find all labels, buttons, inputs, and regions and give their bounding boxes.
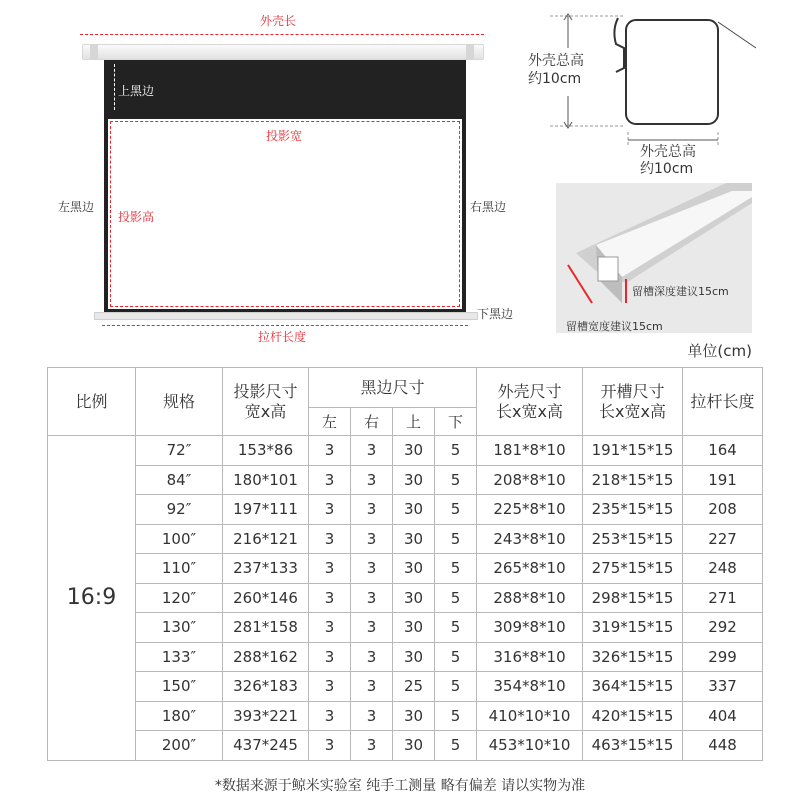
- left-black-label: 左黑边: [58, 200, 95, 214]
- cell-groove: 275*15*15: [583, 554, 683, 584]
- header-projection-size-unit: 宽x高: [244, 401, 287, 421]
- cell-black-bottom: 5: [435, 642, 477, 672]
- groove-depth-label: 留槽深度建议15cm: [632, 285, 729, 298]
- pull-length-label: 拉杆长度: [258, 330, 307, 344]
- cell-groove: 326*15*15: [583, 642, 683, 672]
- cell-black-top: 30: [393, 701, 435, 731]
- cell-black-left: 3: [309, 436, 351, 466]
- pull-length-dimension-line: [102, 325, 468, 326]
- cell-groove: 253*15*15: [583, 524, 683, 554]
- cell-black-top: 30: [393, 436, 435, 466]
- cell-black-bottom: 5: [435, 613, 477, 643]
- cell-black-top: 30: [393, 524, 435, 554]
- projection-area-outline: [110, 121, 460, 307]
- cell-size: 72″: [136, 436, 223, 466]
- cell-outer: 225*8*10: [477, 495, 583, 525]
- cell-black-left: 3: [309, 613, 351, 643]
- header-groove-size-unit: 长x宽x高: [599, 401, 666, 421]
- cell-size: 92″: [136, 495, 223, 525]
- pull-bar: [94, 312, 478, 320]
- cell-black-bottom: 5: [435, 465, 477, 495]
- unit-label: 单位(cm): [687, 342, 752, 360]
- cell-groove: 218*15*15: [583, 465, 683, 495]
- cell-black-left: 3: [309, 583, 351, 613]
- table-row: [48, 672, 763, 702]
- cell-groove: 235*15*15: [583, 495, 683, 525]
- cell-projection: 153*86: [223, 436, 309, 466]
- cell-black-bottom: 5: [435, 554, 477, 584]
- header-outer-size: [477, 368, 583, 436]
- case-height-line2: 约10cm: [528, 71, 582, 87]
- cell-pull: 292: [683, 613, 763, 643]
- header-projection-size: [223, 368, 309, 436]
- cell-outer: 309*8*10: [477, 613, 583, 643]
- cell-black-right: 3: [351, 672, 393, 702]
- cell-black-top: 30: [393, 731, 435, 761]
- cell-black-bottom: 5: [435, 731, 477, 761]
- cell-black-left: 3: [309, 701, 351, 731]
- table-row: [48, 583, 763, 613]
- cell-black-top: 30: [393, 554, 435, 584]
- case-depth-line2: 约10cm: [640, 161, 694, 177]
- table-row: [48, 524, 763, 554]
- cell-black-left: 3: [309, 465, 351, 495]
- header-outer-size-unit: 长x宽x高: [496, 401, 563, 421]
- case-end-cap-left: [90, 44, 98, 60]
- case-end-cap-right: [466, 44, 474, 60]
- cell-black-top: 30: [393, 495, 435, 525]
- cell-outer: 243*8*10: [477, 524, 583, 554]
- cell-black-bottom: 5: [435, 672, 477, 702]
- cell-black-bottom: 5: [435, 583, 477, 613]
- header-black-bottom: 下: [435, 408, 477, 436]
- cell-black-left: 3: [309, 554, 351, 584]
- cell-size: 180″: [136, 701, 223, 731]
- cell-size: 200″: [136, 731, 223, 761]
- spec-table: [47, 367, 763, 761]
- cell-size: 133″: [136, 642, 223, 672]
- cell-outer: 453*10*10: [477, 731, 583, 761]
- cell-outer: 410*10*10: [477, 701, 583, 731]
- cell-projection: 180*101: [223, 465, 309, 495]
- footnote: *数据来源于鲸米实验室 纯手工测量 略有偏差 请以实物为准: [214, 778, 586, 794]
- cell-outer: 354*8*10: [477, 672, 583, 702]
- cell-groove: 298*15*15: [583, 583, 683, 613]
- cell-black-right: 3: [351, 436, 393, 466]
- cell-size: 120″: [136, 583, 223, 613]
- header-size: 规格: [136, 368, 223, 436]
- cell-projection: 326*183: [223, 672, 309, 702]
- cell-black-bottom: 5: [435, 701, 477, 731]
- header-projection-size-title: 投影尺寸: [233, 381, 298, 401]
- cell-groove: 463*15*15: [583, 731, 683, 761]
- screen-case-tube: [82, 44, 484, 60]
- cell-pull: 164: [683, 436, 763, 466]
- header-black-top: 上: [393, 408, 435, 436]
- table-row: [48, 701, 763, 731]
- groove-width-label: 留槽宽度建议15cm: [566, 320, 663, 333]
- header-black-left: 左: [309, 408, 351, 436]
- cell-black-right: 3: [351, 554, 393, 584]
- top-black-label: 上黑边: [118, 84, 155, 98]
- table-row: [48, 642, 763, 672]
- cell-size: 100″: [136, 524, 223, 554]
- cell-outer: 316*8*10: [477, 642, 583, 672]
- groove-illustration: [556, 183, 752, 333]
- cell-size: 150″: [136, 672, 223, 702]
- cell-pull: 404: [683, 701, 763, 731]
- table-row: [48, 436, 763, 466]
- table-row: [48, 495, 763, 525]
- cell-black-right: 3: [351, 731, 393, 761]
- header-pull-length: 拉杆长度: [683, 368, 763, 436]
- cell-black-left: 3: [309, 524, 351, 554]
- table-row: [48, 554, 763, 584]
- cell-outer: 265*8*10: [477, 554, 583, 584]
- projection-width-label: 投影宽: [266, 129, 303, 143]
- cell-black-right: 3: [351, 495, 393, 525]
- header-outer-size-title: 外壳尺寸: [497, 381, 562, 401]
- top-black-marker: [114, 64, 115, 110]
- cell-groove: 191*15*15: [583, 436, 683, 466]
- table-row: [48, 465, 763, 495]
- cell-pull: 227: [683, 524, 763, 554]
- case-height-line1: 外壳总高: [528, 53, 584, 69]
- cell-projection: 288*162: [223, 642, 309, 672]
- cell-black-top: 30: [393, 613, 435, 643]
- cell-black-left: 3: [309, 672, 351, 702]
- cell-projection: 237*133: [223, 554, 309, 584]
- cell-black-right: 3: [351, 642, 393, 672]
- header-groove-size-title: 开槽尺寸: [600, 381, 665, 401]
- cell-black-top: 30: [393, 583, 435, 613]
- cell-black-right: 3: [351, 613, 393, 643]
- case-height-label: [528, 52, 584, 88]
- cell-black-top: 30: [393, 642, 435, 672]
- cell-black-right: 3: [351, 465, 393, 495]
- projection-height-label: 投影高: [118, 210, 155, 224]
- outer-length-label: 外壳长: [260, 14, 297, 28]
- header-black-border: 黑边尺寸: [309, 368, 477, 408]
- cell-black-bottom: 5: [435, 524, 477, 554]
- cell-black-right: 3: [351, 701, 393, 731]
- case-depth-label: [640, 144, 696, 178]
- cell-outer: 288*8*10: [477, 583, 583, 613]
- cell-projection: 197*111: [223, 495, 309, 525]
- cell-projection: 281*158: [223, 613, 309, 643]
- cell-outer: 208*8*10: [477, 465, 583, 495]
- cell-black-right: 3: [351, 583, 393, 613]
- table-row: [48, 613, 763, 643]
- cell-outer: 181*8*10: [477, 436, 583, 466]
- cell-black-top: 30: [393, 465, 435, 495]
- bottom-black-label: 下黑边: [477, 307, 514, 321]
- case-depth-line1: 外壳总高: [640, 144, 696, 160]
- header-ratio: 比例: [48, 368, 136, 436]
- cell-projection: 260*146: [223, 583, 309, 613]
- cell-size: 110″: [136, 554, 223, 584]
- right-black-label: 右黑边: [470, 200, 507, 214]
- header-groove-size: [583, 368, 683, 436]
- cell-groove: 420*15*15: [583, 701, 683, 731]
- cell-black-top: 25: [393, 672, 435, 702]
- cell-projection: 216*121: [223, 524, 309, 554]
- cell-black-left: 3: [309, 642, 351, 672]
- cell-pull: 337: [683, 672, 763, 702]
- cell-projection: 437*245: [223, 731, 309, 761]
- cell-black-bottom: 5: [435, 495, 477, 525]
- table-row: [48, 731, 763, 761]
- cell-pull: 448: [683, 731, 763, 761]
- cell-size: 84″: [136, 465, 223, 495]
- cell-black-right: 3: [351, 524, 393, 554]
- cell-size: 130″: [136, 613, 223, 643]
- cell-black-left: 3: [309, 495, 351, 525]
- ratio-cell: 16:9: [48, 436, 136, 761]
- cell-pull: 299: [683, 642, 763, 672]
- cell-projection: 393*221: [223, 701, 309, 731]
- cell-black-bottom: 5: [435, 436, 477, 466]
- cell-pull: 208: [683, 495, 763, 525]
- outer-length-dimension-line: [80, 34, 484, 35]
- cell-pull: 248: [683, 554, 763, 584]
- cell-pull: 271: [683, 583, 763, 613]
- cell-groove: 364*15*15: [583, 672, 683, 702]
- cell-groove: 319*15*15: [583, 613, 683, 643]
- header-black-right: 右: [351, 408, 393, 436]
- cell-pull: 191: [683, 465, 763, 495]
- cell-black-left: 3: [309, 731, 351, 761]
